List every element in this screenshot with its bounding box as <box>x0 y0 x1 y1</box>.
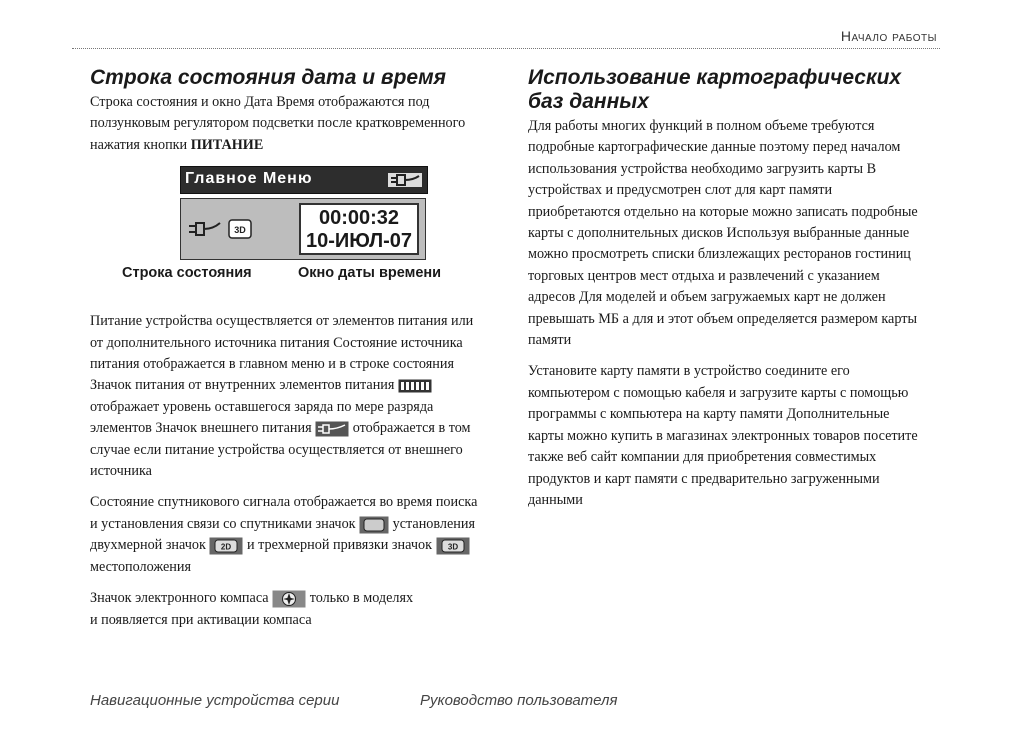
satellite-text-3: и трехмерной привязки значок <box>246 537 432 554</box>
battery-level-icon <box>398 379 432 393</box>
status-bar-intro <box>90 92 488 156</box>
status-bar-caption: Строка состояния <box>122 265 252 282</box>
external-power-inline-icon <box>315 421 349 437</box>
section-header: Начало работы <box>840 28 937 44</box>
map-databases-paragraph-2: Установите карту памяти в устройство соедините его компьютером с помощью кабеля и загрузите карты с помощью программы с компьютера на карту памяти Дополнительные карты можно купить в магазинах электронных товаров посетите также веб сайт компании для приобретения совместимых продуктов и карт памяти с предварительно загруженными данными <box>528 363 918 508</box>
compass-text-2: только в моделях <box>309 590 414 607</box>
power-key-label: ПИТАНИЕ <box>190 136 264 153</box>
power-text-3: отображается в том случае если питание устройства осуществляется от внешнего источника <box>90 420 471 480</box>
current-date: 10-ИЮЛ-07 <box>305 230 413 253</box>
gps-2d-inline-label: 2D <box>221 542 232 552</box>
left-column <box>90 66 488 641</box>
power-text-2: отображает уровень оставшегося заряда по мере разряда элементов Значок внешнего питания <box>90 398 434 437</box>
footer-manual: Руководство пользователя <box>420 692 618 709</box>
satellite-paragraph <box>90 492 488 578</box>
plug-icon <box>187 217 223 241</box>
gps-3d-label: 3D <box>234 225 246 236</box>
right-column <box>528 66 926 521</box>
footer-series: Навигационные устройства серии <box>90 692 340 709</box>
gps-3d-inline-icon <box>436 537 470 555</box>
satellite-text-2: установления двухмерной значок <box>90 515 476 554</box>
datetime-window <box>299 203 419 255</box>
datetime-caption: Окно даты времени <box>298 265 442 282</box>
power-text-1: Питание устройства осуществляется от элементов питания или от дополнительного источника питания Состояние источника питания отображается в главном меню и в строке состояния Значок питания от внутренних элементов питания <box>90 313 474 394</box>
status-bar-heading: Строка состояния дата и время <box>90 66 446 89</box>
satellite-text-1: Состояние спутникового сигнала отображается во время поиска и установления связи со спутниками значок <box>90 494 478 532</box>
intro-text: Строка состояния и окно Дата Время отображаются под ползунковым регулятором подсветки после кратковременного нажатия кнопки <box>90 94 466 153</box>
gps-2d-fix-icon <box>209 537 243 555</box>
map-databases-heading: Использование картографических баз данных <box>528 66 902 113</box>
power-paragraph <box>90 311 488 482</box>
external-power-icon <box>387 170 423 190</box>
screen-captions <box>90 265 488 289</box>
satellite-search-icon <box>359 516 389 534</box>
gps-3d-inline-label: 3D <box>447 542 458 552</box>
gps-3d-fix-icon <box>227 217 253 241</box>
main-menu-title: Главное Меню <box>185 170 313 188</box>
compass-text-1: Значок электронного компаса <box>90 590 269 607</box>
main-menu-bar <box>180 166 428 194</box>
compass-paragraph <box>90 588 488 631</box>
header-divider <box>72 48 940 49</box>
compass-text-3: и появляется при активации компаса <box>90 611 312 628</box>
satellite-text-4: местоположения <box>90 558 191 575</box>
compass-icon <box>272 590 306 608</box>
status-datetime-panel <box>180 198 426 260</box>
current-time: 00:00:32 <box>318 207 400 230</box>
map-databases-paragraph-1: Для работы многих функций в полном объеме требуются подробные картографические данные поэтому перед началом использования устройства необходимо загрузить карты В устройствах и предусмотрен слот для карт памяти приобретаются отдельно на которые можно записать подробные карты с дополнительных дисков Используя выбранные данные можно просмотреть списки близлежащих ресторанов гостиниц торговых центров мест отдыха и развлечений с указанием адресов Для моделей и объем загружаемых карт не должен превышать МБ а для и этот объем определяется размером карты памяти <box>528 118 918 349</box>
